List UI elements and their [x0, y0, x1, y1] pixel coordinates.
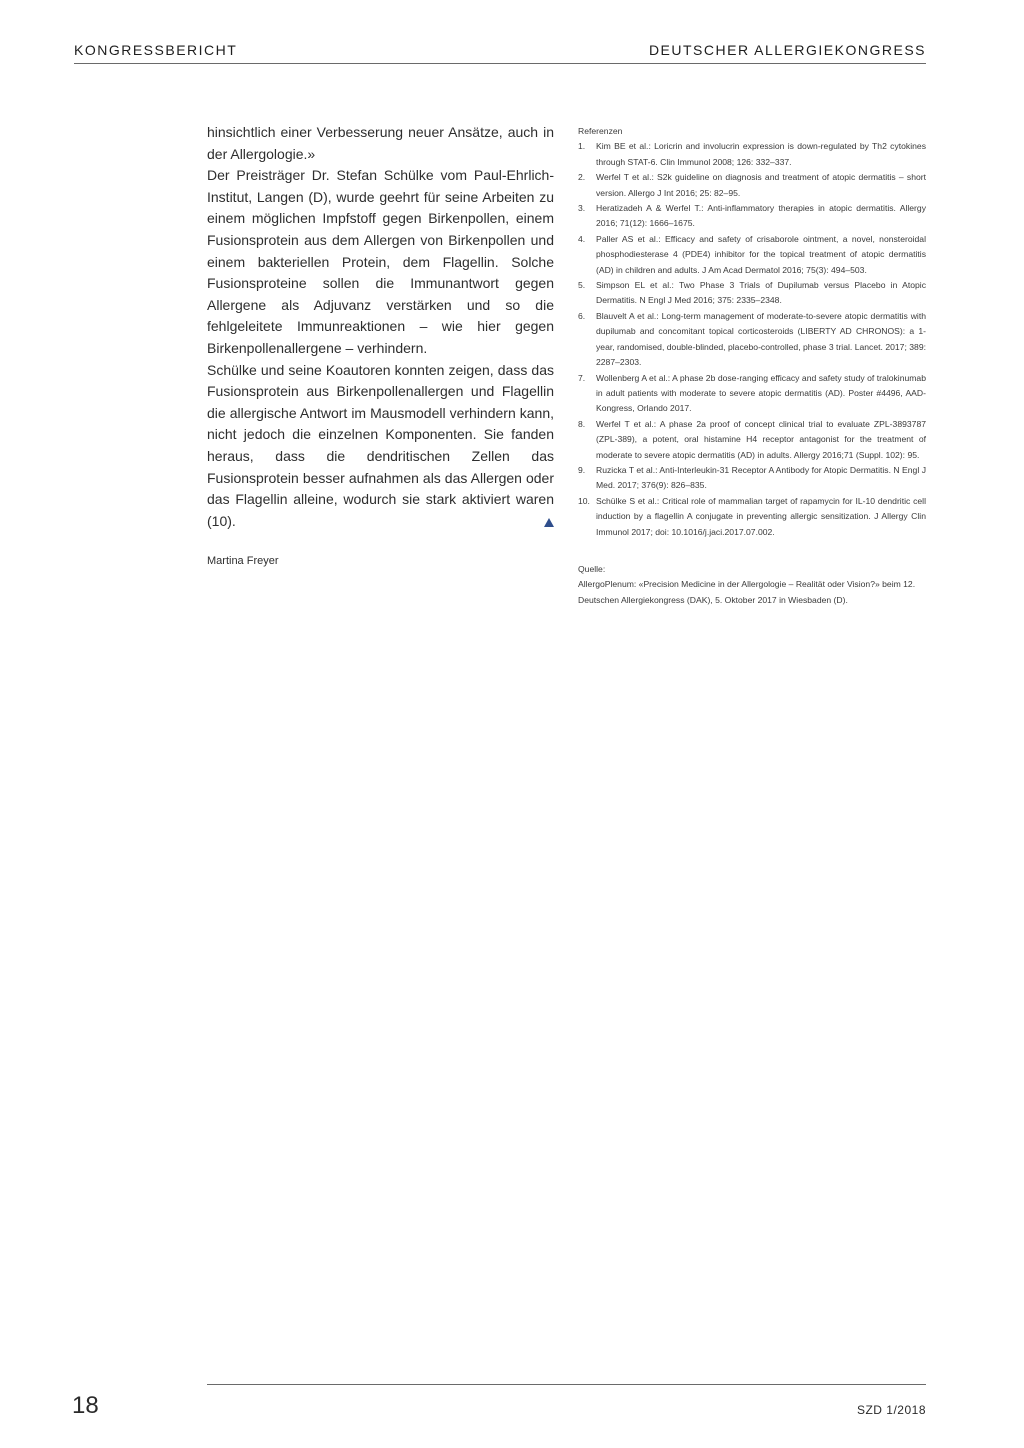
- page-number: 18: [72, 1392, 99, 1419]
- reference-number: 1.: [578, 141, 586, 152]
- triangle-end-marker-icon: [544, 518, 554, 527]
- reference-number: 7.: [578, 372, 586, 383]
- reference-number: 9.: [578, 464, 586, 475]
- reference-item: [578, 232, 926, 278]
- running-header-section: KONGRESSBERICHT: [74, 42, 238, 58]
- issue-label: SZD 1/2018: [856, 1403, 926, 1417]
- reference-number: 5.: [578, 280, 586, 291]
- reference-number: 4.: [578, 233, 586, 244]
- reference-item: [578, 278, 926, 309]
- reference-item: [578, 170, 926, 201]
- reference-item: [578, 201, 926, 232]
- reference-number: 8.: [578, 418, 586, 429]
- reference-text: Ruzicka T et al.: Anti-Interleukin-31 Receptor A Antibody for Atopic Dermatitis. N Engl J Med. 2017; 376(9): 826–835.: [596, 464, 926, 491]
- source-heading: Quelle:: [578, 563, 606, 574]
- article-body: [207, 122, 554, 573]
- footer-rule: [207, 1384, 926, 1385]
- reference-item: [578, 371, 926, 417]
- reference-text: Werfel T et al.: A phase 2a proof of concept clinical trial to evaluate ZPL-3893787 (ZPL-389), a potent, oral histamine H4 receptor antagonist for the treatment of moderate to severe atopic dermatitis (AD) in adults. Allergy 2016;71 (Suppl. 102): 95.: [596, 418, 926, 460]
- author-name: Martina Freyer: [207, 555, 279, 568]
- reference-number: 2.: [578, 172, 586, 183]
- references-list: [578, 139, 926, 540]
- references-section: [578, 124, 926, 608]
- reference-text: Werfel T et al.: S2k guideline on diagnosis and treatment of atopic dermatitis – short version. Allergo J Int 2016; 25: 82–95.: [596, 172, 926, 198]
- reference-text: Blauvelt A et al.: Long-term management of moderate-to-severe atopic dermatitis with dupilumab and concomitant topical corticosteroids (LIBERTY AD CHRONOS): a 1-year, randomised, double-blinded, placebo-controlled, phase 3 trial. Lancet. 2017; 389: 2287–2303.: [596, 310, 926, 368]
- reference-text: Schülke S et al.: Critical role of mammalian target of rapamycin for IL-10 dendritic cell induction by a flagellin A conjugate in preventing allergic sensitization. J Allergy Clin Immunol 2017; doi: 10.1016/j.jaci.2017.07.002.: [596, 495, 926, 537]
- header-rule: [74, 63, 926, 64]
- source-note: [578, 562, 926, 608]
- reference-number: 6.: [578, 310, 586, 321]
- reference-text: Wollenberg A et al.: A phase 2b dose-ranging efficacy and safety study of tralokinumab in adult patients with moderate to severe atopic dermatitis (AD). Poster #4496, AAD-Kongress, Orlando 2017.: [596, 372, 926, 414]
- source-text: AllergoPlenum: «Precision Medicine in der Allergologie – Realität oder Vision?» beim 12. Deutschen Allergiekongress (DAK), 5. Oktober 2017 in Wiesbaden (D).: [578, 579, 916, 605]
- reference-text: Simpson EL et al.: Two Phase 3 Trials of Dupilumab versus Placebo in Atopic Dermatitis. N Engl J Med 2016; 375: 2335–2348.: [596, 280, 926, 306]
- reference-text: Heratizadeh A & Werfel T.: Anti-inflammatory therapies in atopic dermatitis. Allergy 2016; 71(12): 1666–1675.: [596, 203, 926, 229]
- references-heading: Referenzen: [578, 126, 623, 136]
- reference-item: [578, 463, 926, 494]
- body-paragraph-text: Schülke und seine Koautoren konnten zeigen, dass das Fusionsprotein aus Birkenpollenallergen und Flagellin die allergische Antwort im Mausmodell verhindern kann, nicht jedoch die einzelnen Komponenten. Sie fanden heraus, dass die dendritischen Zellen das Fusionsprotein besser aufnahmen als das Allergen oder das Flagellin alleine, wodurch sie stark aktiviert waren (10).: [207, 361, 554, 529]
- reference-item: [578, 309, 926, 371]
- reference-number: 3.: [578, 203, 586, 214]
- reference-text: Kim BE et al.: Loricrin and involucrin expression is down-regulated by Th2 cytokines through STAT-6. Clin Immunol 2008; 126: 332–337.: [596, 141, 926, 167]
- body-paragraph: hinsichtlich einer Verbesserung neuer Ansätze, auch in der Allergologie.»: [207, 124, 554, 162]
- body-paragraph: Der Preisträger Dr. Stefan Schülke vom Paul-Ehrlich-Institut, Langen (D), wurde geehrt für seine Arbeiten zu einem möglichen Impfstoff gegen Birkenpollen, einem Fusionsprotein aus dem Allergen von Birkenpollen und einem bakteriellen Protein, dem Flagellin. Solche Fusionsproteine sollen die Immunantwort gegen Allergene als Adjuvanz verstärken und so die fehlgeleitete Immunreaktionen – wie hier gegen Birkenpollenallergene – verhindern.: [207, 167, 554, 356]
- reference-text: Paller AS et al.: Efficacy and safety of crisaborole ointment, a novel, nonsteroidal phosphodiesterase 4 (PDE4) inhibitor for the topical treatment of atopic dermatitis (AD) in children and adults. J Am Acad Dermatol 2016; 75(3): 494–503.: [596, 233, 926, 275]
- reference-number: 10.: [578, 495, 590, 506]
- reference-item: [578, 139, 926, 170]
- reference-item: [578, 417, 926, 463]
- reference-item: [578, 494, 926, 540]
- running-header-publication: DEUTSCHER ALLERGIEKONGRESS: [648, 42, 926, 58]
- body-paragraph: [207, 360, 554, 533]
